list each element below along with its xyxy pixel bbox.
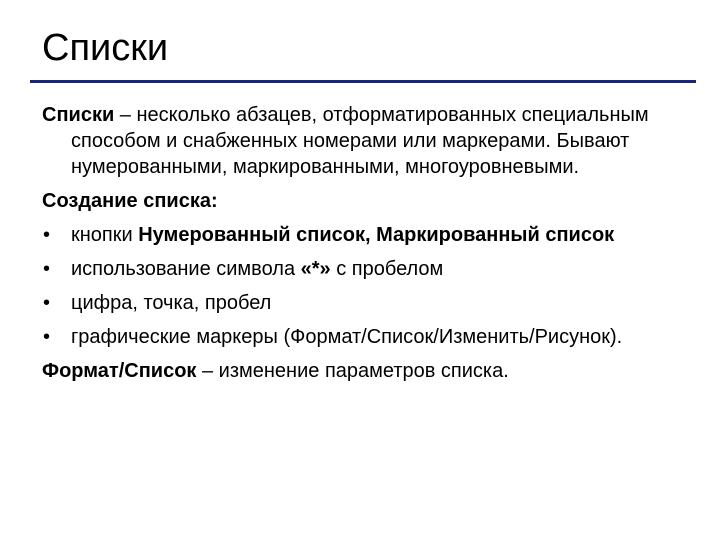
creation-heading-text: Создание списка:	[42, 190, 218, 212]
bullet-text: использование символа	[71, 258, 301, 280]
bullet-marker: •	[43, 224, 51, 246]
bullet-item-digit	[42, 290, 702, 316]
bullet-text: кнопки	[71, 224, 139, 246]
bullet-item-symbol	[42, 256, 702, 282]
bullet-bold-text: Нумерованный список, Маркированный список	[138, 224, 615, 246]
definition-paragraph	[42, 102, 702, 180]
creation-bullet-list	[42, 222, 702, 350]
bullet-marker: •	[43, 326, 51, 348]
format-paragraph	[42, 358, 702, 384]
definition-text: – несколько абзацев, отформатированных специальным способом и снабженных номерами или маркерами. Бывают нумерованными, маркированными, многоуровневыми.	[71, 104, 649, 178]
format-text: – изменение параметров списка.	[196, 360, 509, 382]
bullet-marker: •	[43, 258, 51, 280]
creation-heading	[42, 188, 702, 214]
bullet-item-graphic-markers	[42, 324, 702, 350]
bullet-text: графические маркеры (Формат/Список/Изменить/Рисунок).	[71, 326, 623, 348]
slide-title: Списки	[42, 27, 169, 69]
bullet-item-buttons	[42, 222, 702, 248]
definition-term: Списки	[42, 104, 115, 126]
format-term: Формат/Список	[42, 360, 197, 382]
bullet-marker: •	[43, 292, 51, 314]
bullet-bold-text: «*»	[300, 258, 331, 280]
title-underline	[30, 80, 696, 83]
bullet-text-after: с пробелом	[330, 258, 444, 280]
bullet-text: цифра, точка, пробел	[71, 292, 272, 314]
slide-body	[42, 102, 702, 384]
